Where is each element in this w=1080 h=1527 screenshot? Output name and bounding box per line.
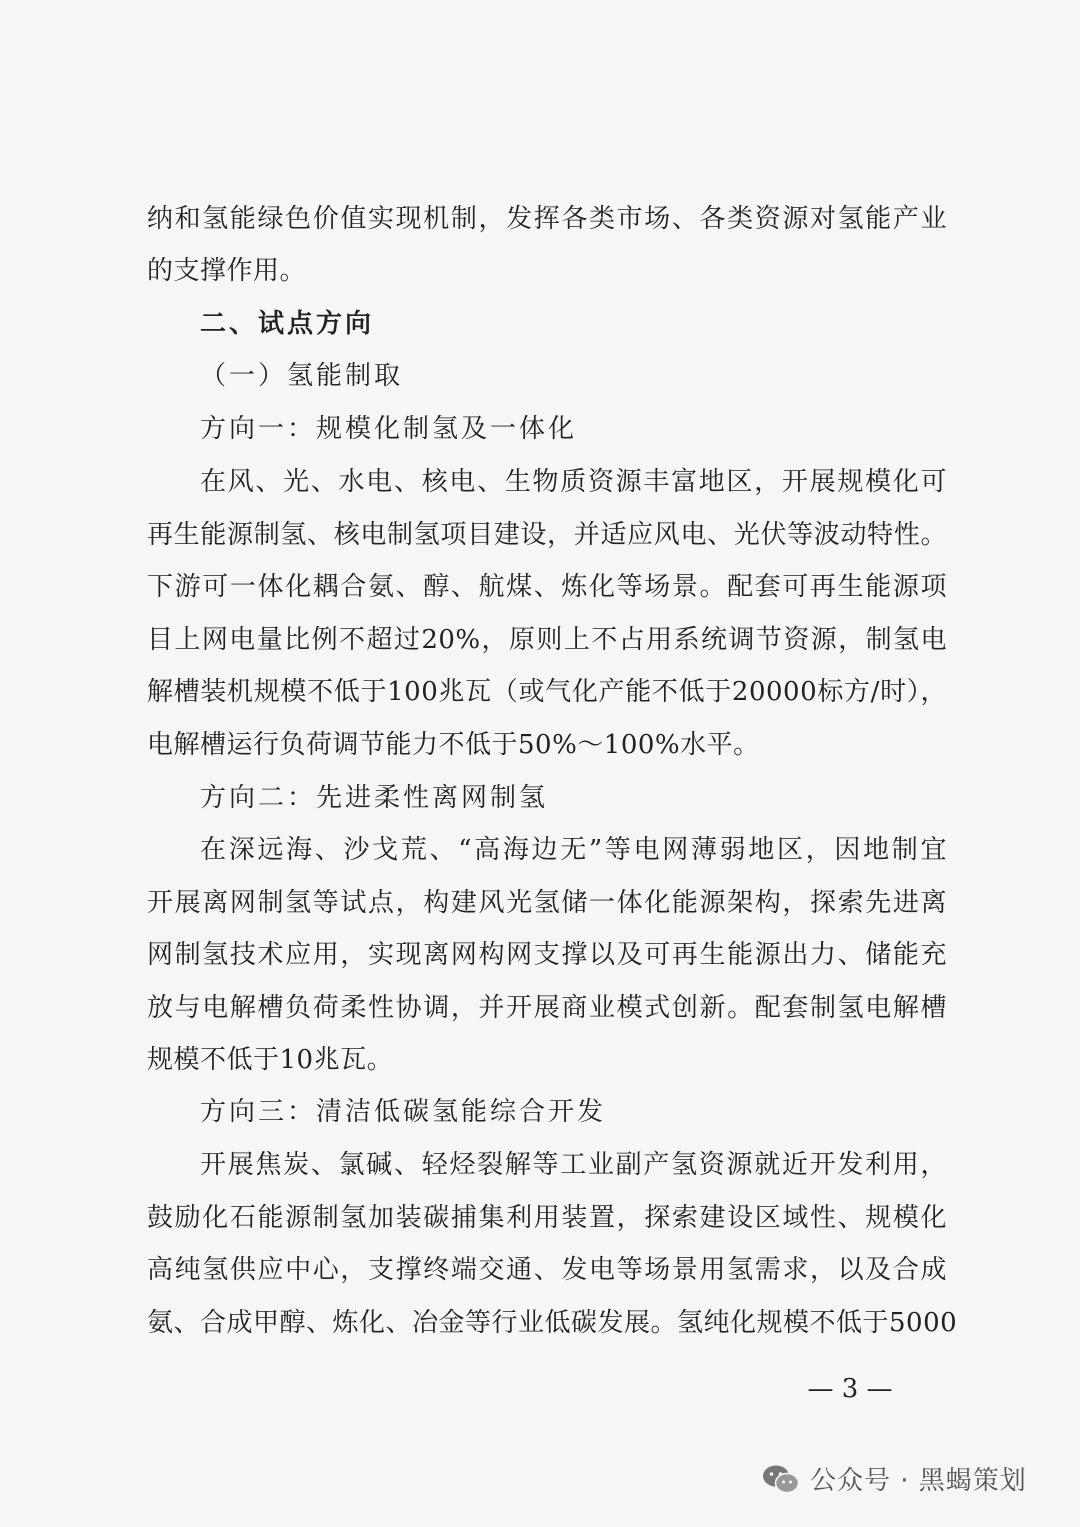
paragraph-line: 在深远海、沙戈荒、“高海边无”等电网薄弱地区，因地制宜 [200,835,947,865]
wechat-icon [762,1464,800,1494]
paragraph-line: 纳和氢能绿色价值实现机制，发挥各类市场、各类资源对氢能产业 [147,204,947,234]
paragraph-line: 电解槽运行负荷调节能力不低于50%～100%水平。 [147,730,760,760]
paragraph-line: 下游可一体化耦合氨、醇、航煤、炼化等场景。配套可再生能源项 [147,572,947,602]
page-number: — 3 — [807,1374,893,1404]
direction-heading: 方向三：清洁低碳氢能综合开发 [200,1097,607,1127]
section-heading: 二、试点方向 [200,309,375,339]
paragraph-line: 放与电解槽负荷柔性协调，并开展商业模式创新。配套制氢电解槽 [147,993,947,1023]
paragraph-line: 网制氢技术应用，实现离网构网支撑以及可再生能源出力、储能充 [147,940,947,970]
paragraph-line: 氨、合成甲醇、炼化、冶金等行业低碳发展。氢纯化规模不低于5000 [147,1308,958,1338]
paragraph-line: 开展离网制氢等试点，构建风光氢储一体化能源架构，探索先进离 [147,888,947,918]
watermark [762,1460,1027,1497]
paragraph-line: 再生能源制氢、核电制氢项目建设，并适应风电、光伏等波动特性。 [147,520,947,550]
direction-heading: 方向二：先进柔性离网制氢 [200,783,549,813]
paragraph-line: 的支撑作用。 [147,256,307,286]
paragraph-line: 解槽装机规模不低于100兆瓦（或气化产能不低于20000标方/时）， [147,677,947,707]
paragraph-line: 鼓励化石能源制氢加装碳捕集利用装置，探索建设区域性、规模化 [147,1203,947,1233]
paragraph-line: 规模不低于10兆瓦。 [147,1045,394,1075]
paragraph-line: 目上网电量比例不超过20%，原则上不占用系统调节资源，制氢电 [147,625,947,655]
subsection-heading: （一）氢能制取 [200,361,404,391]
paragraph-line: 在风、光、水电、核电、生物质资源丰富地区，开展规模化可 [200,467,947,497]
watermark-text: 公众号 · 黑蝎策划 [810,1466,1027,1496]
paragraph-line: 开展焦炭、氯碱、轻烃裂解等工业副产氢资源就近开发利用， [200,1150,947,1180]
paragraph-line: 高纯氢供应中心，支撑终端交通、发电等场景用氢需求，以及合成 [147,1255,947,1285]
direction-heading: 方向一：规模化制氢及一体化 [200,414,578,444]
